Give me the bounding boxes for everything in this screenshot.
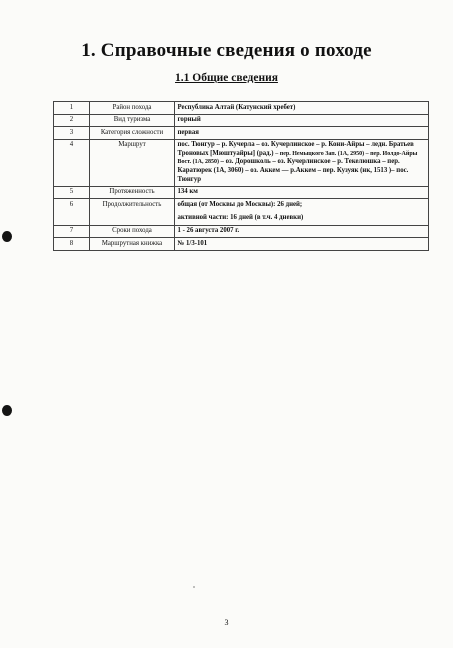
row-label: Протяженность xyxy=(90,186,175,199)
row-label: Район похода xyxy=(90,102,175,115)
row-value: первая xyxy=(175,127,429,140)
row-value: № 1/3-101 xyxy=(175,238,429,251)
punch-hole xyxy=(2,405,12,416)
row-value: 134 км xyxy=(175,186,429,199)
row-label: Маршрут xyxy=(90,139,175,186)
row-label: Продолжительность xyxy=(90,199,175,225)
section-subtitle: 1.1 Общие сведения xyxy=(175,72,278,84)
row-value: 1 - 26 августа 2007 г. xyxy=(175,225,429,238)
row-label: Маршрутная книжка xyxy=(90,238,175,251)
row-label: Категория сложности xyxy=(90,127,175,140)
route-segment: – оз. Дорошколь – оз. Кучерлинское – р. Текелюшка – пер. Каратюрек (1А, 3060) – оз. Аккем xyxy=(177,158,400,175)
table-row xyxy=(54,186,429,199)
row-label: Сроки похода xyxy=(90,225,175,238)
row-value: Республика Алтай (Катунский хребет) xyxy=(175,102,429,115)
row-number: 1 xyxy=(54,102,90,115)
table-row xyxy=(54,102,429,115)
row-number: 8 xyxy=(54,238,90,251)
table-row xyxy=(54,225,429,238)
table-row xyxy=(54,114,429,127)
route-segment: – пер. Немыцкого Зап. (1А, 2950) – пер. Иолдо-Айры Вост. (1А, 2850) xyxy=(177,150,418,166)
scan-speck xyxy=(193,586,195,588)
table-row xyxy=(54,127,429,140)
table-row xyxy=(54,139,429,186)
row-number: 3 xyxy=(54,127,90,140)
duration-value xyxy=(175,199,429,225)
route-value xyxy=(175,139,429,186)
page-number: 3 xyxy=(224,618,229,627)
row-value: горный xyxy=(175,114,429,127)
duration-active: активной части: 16 дней (в т.ч. 4 дневки) xyxy=(177,214,304,222)
general-info-table xyxy=(53,101,429,251)
row-label: Вид туризма xyxy=(90,114,175,127)
route-segment: — р.Аккем – пер. Кузуяк (нк, 1513 )– пос. Тюнгур xyxy=(177,167,409,183)
row-number: 2 xyxy=(54,114,90,127)
page-title: 1. Справочные сведения о походе xyxy=(81,40,372,61)
table-row xyxy=(54,199,429,225)
duration-total: общая (от Москвы до Москвы): 26 дней; xyxy=(177,200,303,208)
route-segment: пос. Тюнгур – р. Кучерла – оз. Кучерлинское – р. Кони-Айры – ледн. Братьев Троновых [Мюштуайры] (рад.) xyxy=(177,141,414,157)
punch-hole xyxy=(2,231,12,242)
row-number: 6 xyxy=(54,199,90,225)
row-number: 7 xyxy=(54,225,90,238)
table-row xyxy=(54,238,429,251)
row-number: 4 xyxy=(54,139,90,186)
row-number: 5 xyxy=(54,186,90,199)
